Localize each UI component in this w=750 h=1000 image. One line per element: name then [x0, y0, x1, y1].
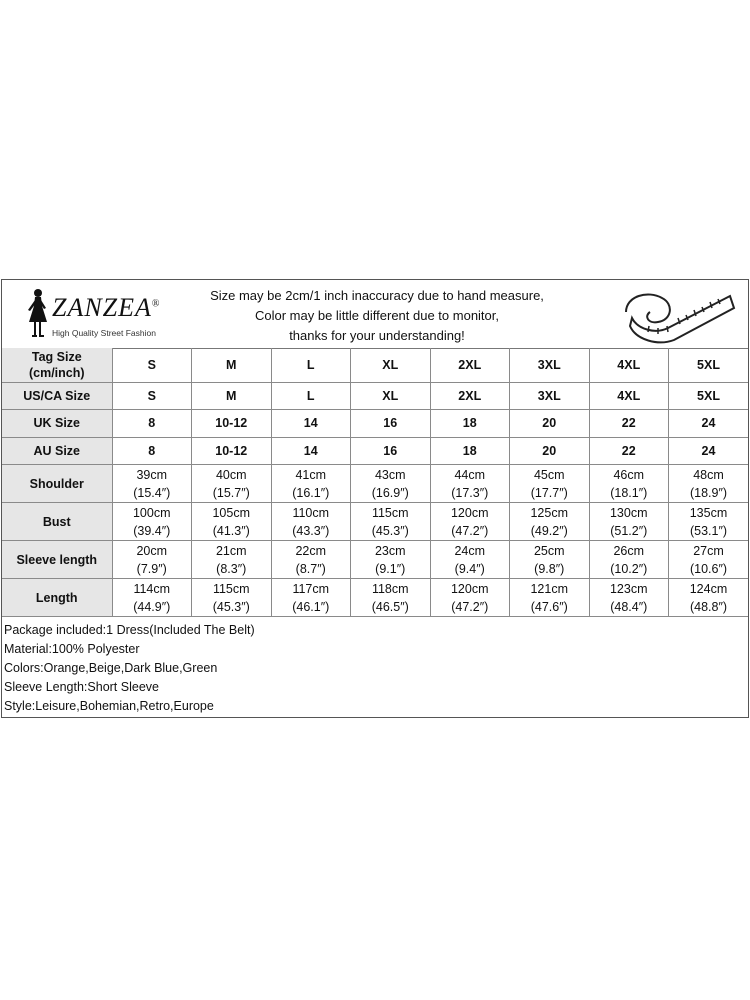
cell-inch: (9.8″) — [534, 561, 565, 576]
cell-inch: (10.2″) — [610, 561, 648, 576]
table-cell: 2XL — [430, 382, 510, 410]
table-cell: XL — [351, 348, 431, 382]
table-cell — [669, 579, 749, 617]
notice-text — [172, 286, 582, 346]
row-header-label: Shoulder — [29, 476, 84, 491]
cell-cm: 27cm — [693, 543, 724, 558]
table-cell: XL — [351, 382, 431, 410]
cell-cm: 135cm — [689, 505, 728, 520]
table-cell — [271, 579, 351, 617]
table-cell — [430, 465, 510, 503]
table-cell — [112, 541, 192, 579]
table-cell: 4XL — [589, 348, 669, 382]
info-sleeve-length: Sleeve Length:Short Sleeve — [4, 680, 159, 694]
cell-cm: 121cm — [530, 581, 569, 596]
cell-inch: (15.4″) — [133, 485, 171, 500]
cell-cm: 45cm — [533, 467, 565, 482]
row-header-label: UK Size — [33, 416, 81, 431]
cell-inch: (9.4″) — [454, 561, 485, 576]
info-colors: Colors:Orange,Beige,Dark Blue,Green — [4, 661, 218, 675]
cell-cm: 46cm — [613, 467, 645, 482]
table-cell — [430, 503, 510, 541]
cell-inch: (41.3″) — [212, 523, 250, 538]
table-cell — [271, 503, 351, 541]
notice-line: Color may be little different due to monitor, — [255, 308, 499, 323]
cell-inch: (45.3″) — [212, 599, 250, 614]
row-header — [2, 503, 112, 541]
row-header-label: Length — [35, 590, 78, 605]
cell-cm: 23cm — [374, 543, 406, 558]
table-cell: S — [112, 348, 192, 382]
cell-cm: 115cm — [371, 505, 409, 520]
cell-cm: 40cm — [215, 467, 247, 482]
row-header — [2, 348, 112, 382]
table-cell: 20 — [510, 410, 590, 438]
cell-cm: 39cm — [136, 467, 168, 482]
table-cell: 8 — [112, 437, 192, 465]
cell-inch: (47.2″) — [451, 523, 489, 538]
cell-inch: (10.6″) — [689, 561, 728, 576]
row-header-label: US/CA Size — [23, 388, 91, 403]
cell-cm: 41cm — [295, 467, 327, 482]
table-cell: 14 — [271, 410, 351, 438]
cell-inch: (48.4″) — [610, 599, 648, 614]
cell-cm: 123cm — [609, 581, 648, 596]
table-cell: 4XL — [589, 382, 669, 410]
table-cell: 18 — [430, 410, 510, 438]
cell-cm: 20cm — [136, 543, 168, 558]
table-cell: M — [192, 382, 272, 410]
table-cell — [669, 541, 749, 579]
cell-inch: (17.7″) — [530, 485, 568, 500]
cell-inch: (18.1″) — [610, 485, 648, 500]
table-cell — [192, 579, 272, 617]
cell-inch: (43.3″) — [292, 523, 330, 538]
cell-cm: 120cm — [450, 505, 489, 520]
table-cell — [351, 541, 431, 579]
table-row — [2, 382, 748, 410]
table-row — [2, 579, 748, 617]
size-chart — [1, 279, 749, 718]
row-header — [2, 410, 112, 438]
cell-cm: 120cm — [450, 581, 489, 596]
table-row — [2, 410, 748, 438]
table-cell: 24 — [669, 437, 749, 465]
cell-cm: 110cm — [292, 505, 330, 520]
table-cell: 20 — [510, 437, 590, 465]
table-row — [2, 503, 748, 541]
cell-inch: (47.6″) — [530, 599, 568, 614]
cell-cm: 118cm — [371, 581, 409, 596]
table-cell: 16 — [351, 437, 431, 465]
table-cell: L — [271, 348, 351, 382]
table-cell — [589, 465, 669, 503]
cell-cm: 48cm — [693, 467, 724, 482]
cell-cm: 117cm — [292, 581, 330, 596]
table-cell — [510, 541, 590, 579]
table-cell: 14 — [271, 437, 351, 465]
row-header — [2, 437, 112, 465]
table-cell: 18 — [430, 437, 510, 465]
table-cell: 2XL — [430, 348, 510, 382]
row-header-label: Sleeve length — [16, 552, 98, 567]
table-cell: M — [192, 348, 272, 382]
table-cell — [669, 465, 749, 503]
cell-cm: 24cm — [454, 543, 486, 558]
table-cell — [271, 465, 351, 503]
cell-cm: 21cm — [215, 543, 247, 558]
notice-line: Size may be 2cm/1 inch inaccuracy due to hand measure, — [210, 288, 544, 303]
table-cell: 22 — [589, 437, 669, 465]
table-cell — [351, 465, 431, 503]
chart-header — [2, 280, 748, 349]
info-material: Material:100% Polyester — [4, 642, 140, 656]
row-header — [2, 579, 112, 617]
cell-cm: 130cm — [609, 505, 648, 520]
cell-inch: (45.3″) — [371, 523, 409, 538]
table-cell — [589, 541, 669, 579]
table-cell — [112, 465, 192, 503]
cell-inch: (7.9″) — [136, 561, 167, 576]
cell-inch: (8.3″) — [216, 561, 247, 576]
table-cell — [510, 465, 590, 503]
table-cell: 5XL — [669, 382, 749, 410]
cell-cm: 105cm — [212, 505, 251, 520]
cell-inch: (8.7″) — [295, 561, 326, 576]
table-cell — [669, 503, 749, 541]
table-cell — [510, 579, 590, 617]
cell-cm: 25cm — [533, 543, 565, 558]
table-row — [2, 348, 748, 382]
cell-inch: (9.1″) — [375, 561, 406, 576]
table-cell — [351, 503, 431, 541]
cell-inch: (18.9″) — [689, 485, 728, 500]
cell-inch: (46.5″) — [371, 599, 409, 614]
table-row — [2, 465, 748, 503]
table-cell — [351, 579, 431, 617]
table-cell — [430, 579, 510, 617]
info-style: Style:Leisure,Bohemian,Retro,Europe — [4, 699, 214, 713]
brand-name: ZANZEA® — [52, 293, 161, 322]
cell-inch: (15.7″) — [212, 485, 250, 500]
cell-cm: 100cm — [132, 505, 171, 520]
cell-cm: 26cm — [613, 543, 645, 558]
table-cell: 16 — [351, 410, 431, 438]
notice-line: thanks for your understanding! — [289, 328, 465, 343]
woman-silhouette-icon — [26, 288, 48, 340]
table-cell — [271, 541, 351, 579]
table-cell — [589, 503, 669, 541]
cell-inch: (49.2″) — [530, 523, 568, 538]
row-header-label: Tag Size — [31, 349, 82, 364]
cell-inch: (39.4″) — [133, 523, 171, 538]
table-cell: 22 — [589, 410, 669, 438]
table-cell — [589, 579, 669, 617]
cell-cm: 22cm — [295, 543, 327, 558]
table-row — [2, 437, 748, 465]
cell-inch: (17.3″) — [451, 485, 489, 500]
cell-inch: (16.9″) — [371, 485, 409, 500]
row-header-label: (cm/inch) — [28, 365, 85, 380]
table-cell: 24 — [669, 410, 749, 438]
row-header — [2, 382, 112, 410]
table-cell: 10-12 — [192, 410, 272, 438]
table-cell — [430, 541, 510, 579]
table-cell: S — [112, 382, 192, 410]
table-cell — [112, 579, 192, 617]
table-cell — [192, 541, 272, 579]
cell-cm: 43cm — [374, 467, 406, 482]
table-cell — [192, 503, 272, 541]
table-cell: 10-12 — [192, 437, 272, 465]
row-header — [2, 541, 112, 579]
cell-cm: 114cm — [133, 581, 171, 596]
cell-inch: (48.8″) — [689, 599, 728, 614]
cell-cm: 115cm — [212, 581, 250, 596]
table-cell: 3XL — [510, 348, 590, 382]
table-cell — [510, 503, 590, 541]
table-row — [2, 541, 748, 579]
cell-inch: (46.1″) — [292, 599, 330, 614]
cell-inch: (16.1″) — [292, 485, 330, 500]
cell-cm: 125cm — [530, 505, 569, 520]
cell-inch: (44.9″) — [133, 599, 171, 614]
table-cell — [112, 503, 192, 541]
cell-cm: 44cm — [454, 467, 486, 482]
table-cell — [192, 465, 272, 503]
row-header-label: Bust — [42, 514, 71, 529]
info-package: Package included:1 Dress(Included The Belt) — [4, 623, 255, 637]
brand-logo — [22, 286, 182, 344]
cell-inch: (53.1″) — [689, 523, 728, 538]
cell-inch: (51.2″) — [610, 523, 648, 538]
table-cell: 8 — [112, 410, 192, 438]
size-table — [2, 348, 748, 617]
table-cell: 3XL — [510, 382, 590, 410]
product-info — [4, 621, 255, 716]
row-header — [2, 465, 112, 503]
brand-tagline: High Quality Street Fashion — [52, 328, 156, 338]
cell-cm: 124cm — [689, 581, 728, 596]
table-cell: 5XL — [669, 348, 749, 382]
row-header-label: AU Size — [33, 443, 81, 458]
cell-inch: (47.2″) — [451, 599, 489, 614]
measuring-tape-icon — [618, 282, 738, 346]
table-cell: L — [271, 382, 351, 410]
